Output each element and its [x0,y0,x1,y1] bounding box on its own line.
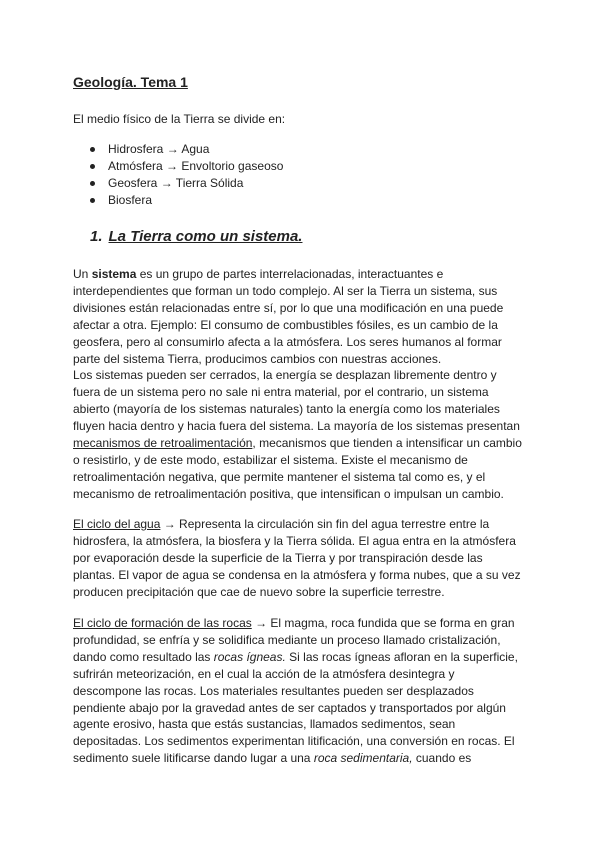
bullet-icon [90,198,95,203]
paragraph-ciclo-rocas [73,615,529,767]
document-title: Geología. Tema 1 [73,74,188,90]
text-line: profundidad, se enfría y se solidifica mediante un proceso llamado cristalización, [73,632,501,647]
text-line: depositadas. Los sedimentos experimentan litificación, una conversión en rocas. El [73,734,515,749]
underlined-term: mecanismos de retroalimentación [73,436,253,451]
text-line [73,435,529,452]
text-line: descompone las rocas. Los materiales resultantes pueden ser desplazados [73,683,474,698]
text-line: retroalimentación negativa, que permite mantener el sistema tal como es, y el [73,469,486,484]
text-run: → El magma, roca fundida que se forma en gran [251,616,515,630]
text-line: abierto (mayoría de los sistemas naturales) tanto la energía como los materiales [73,402,500,417]
text-line: o resistirlo, y de este modo, estabilizar el sistema. Existe el mecanismo de [73,452,468,467]
text-run: Un [73,267,92,281]
text-run: cuando es [412,751,472,766]
text-line: divisiones están relacionadas entre sí, por lo que una modificación en una puede [73,300,504,315]
text-line [73,615,529,632]
text-line: plantas. El vapor de agua se condensa en la atmósfera y forma nubes, que a su vez [73,567,521,582]
list-item [90,141,283,158]
text-run: → Representa la circulación sin fin del agua terrestre entre la [160,517,490,531]
list-item [90,158,283,175]
section-heading [90,228,302,245]
paragraph-sistema [73,266,529,503]
underlined-term: El ciclo del agua [73,517,161,531]
text-line [73,750,529,767]
intro-text: El medio físico de la Tierra se divide en: [73,112,286,126]
text-line: fluyen hacia dentro y hacia fuera del sistema. La mayoría de los sistemas presentan [73,419,520,434]
bullet-icon [90,181,95,186]
italic-term: roca sedimentaria, [313,751,413,766]
text-line: agente erosivo, hasta que estás sustancias, llamados sedimentos, sean [73,717,456,732]
paragraph-ciclo-agua [73,516,529,601]
list-item-text: Hidrosfera → Agua [108,142,210,156]
list-item-text: Geosfera → Tierra Sólida [108,176,244,190]
text-run: dando como resultado las [73,649,214,664]
text-line: parte del sistema Tierra, producimos cambios con nuestras acciones. [73,351,442,366]
text-line: Los sistemas pueden ser cerrados, la energía se desplazan libremente dentro y [73,368,497,383]
list-item-text: Atmósfera → Envoltorio gaseoso [108,159,284,173]
text-line: geosfera, pero al consumirlo afecta a la atmósfera. Los seres humanos al formar [73,334,502,349]
bullet-icon [90,147,95,152]
text-line: fuera de un sistema pero no sale ni entra material, por el contrario, un sistema [73,385,489,400]
section-title: La Tierra como un sistema. [108,228,303,245]
underlined-term: El ciclo de formación de las rocas [73,616,252,630]
bullet-icon [90,164,95,169]
text-line [73,649,529,666]
text-run: sedimento suele litificarse dando lugar a una [73,751,314,766]
section-number: 1. [90,228,103,245]
text-line: interdependientes que forman un todo complejo. Al ser la Tierra un sistema, sus [73,283,498,298]
list-item-text: Biosfera [108,193,153,207]
text-line: hidrosfera, la atmósfera, la biosfera y la Tierra sólida. El agua entra en la atmósfera [73,533,516,548]
italic-term: rocas ígneas. [213,649,286,664]
text-line: por evaporación desde la superficie de la Tierra y por transpiración desde las [73,550,483,565]
text-line: afectar a otra. Ejemplo: El consumo de combustibles fósiles, es un cambio de la [73,317,498,332]
text-line [73,516,529,533]
text-line: sufrirán meteorización, en el cual la acción de la atmósfera desintegra y [73,666,455,681]
text-run: es un grupo de partes interrelacionadas, interactuantes e [136,267,444,281]
text-line: mecanismo de retroalimentación positiva, que intensifican o impulsan un cambio. [73,486,504,501]
list-item [90,175,283,192]
earth-spheres-list [90,141,283,209]
text-line [73,266,529,283]
text-run: , mecanismos que tienden a intensificar un cambio [252,436,522,451]
bold-term: sistema [91,267,137,281]
list-item [90,192,283,209]
text-run: Si las rocas ígneas afloran en la superficie, [285,649,518,664]
text-line: producen precipitación que cae de nuevo sobre la superficie terrestre. [73,584,445,599]
text-line: pendiente abajo por la gravedad antes de ser captados y transportados por algún [73,700,506,715]
